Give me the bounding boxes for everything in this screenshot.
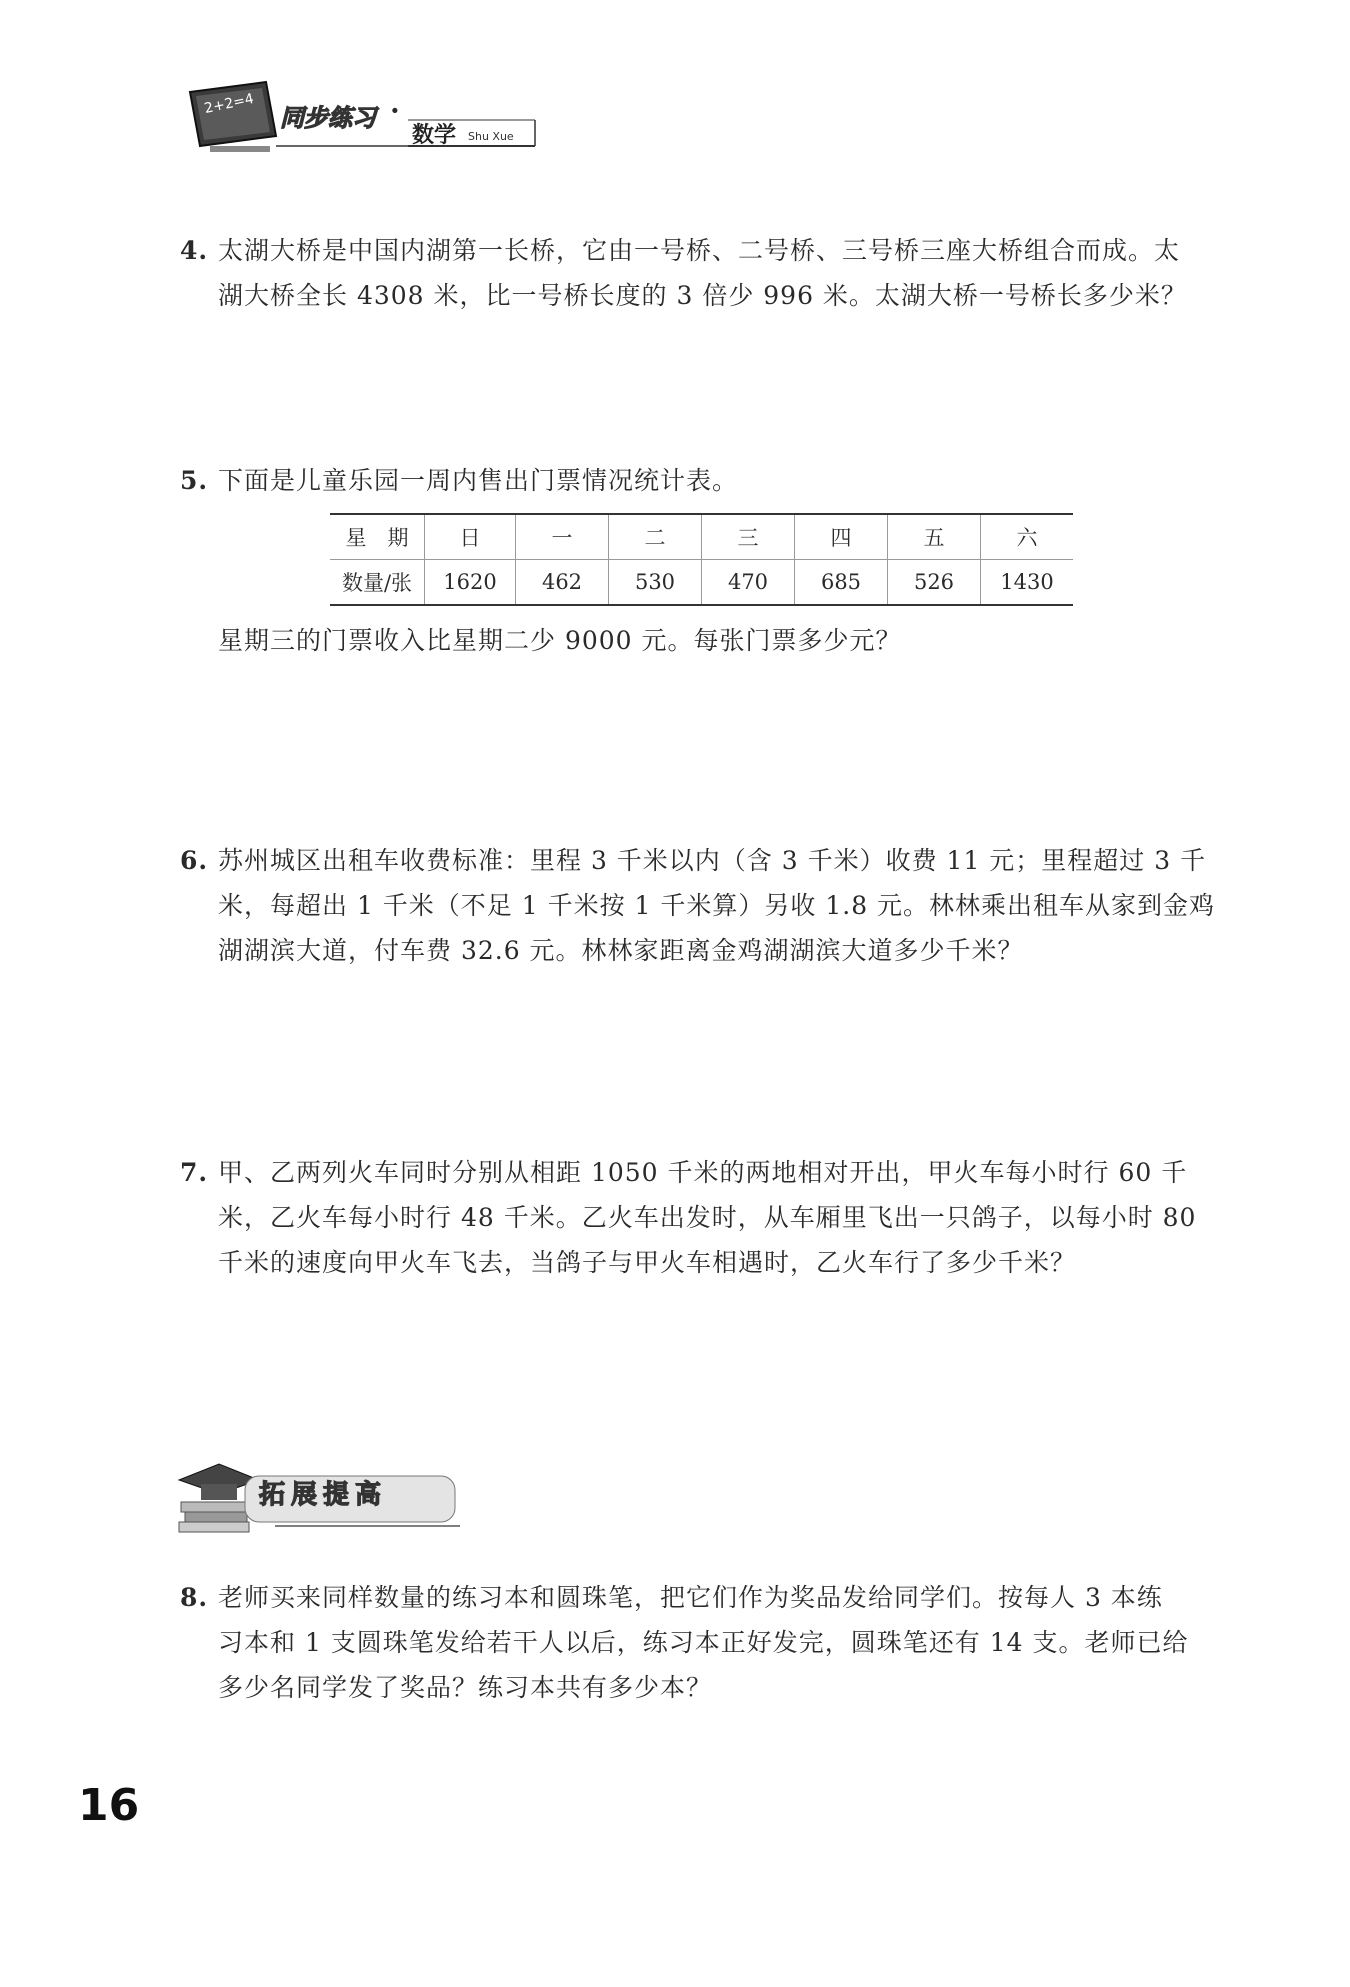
- ticket-sales-table: [330, 513, 1073, 606]
- question-8: [180, 1575, 1210, 1715]
- question-5: [180, 458, 1210, 508]
- table-cell: 530: [609, 560, 702, 606]
- question-text-line: 多少名同学发了奖品？练习本共有多少本？: [218, 1673, 713, 1702]
- question-text-line: 米，乙火车每小时行 48 千米。乙火车出发时，从车厢里飞出一只鸽子，以每小时 80: [218, 1203, 1197, 1232]
- section-banner: [175, 1450, 465, 1540]
- table-cell: 685: [795, 560, 888, 606]
- series-title: 同步练习: [280, 104, 376, 132]
- question-number: 5.: [180, 466, 209, 495]
- question-number: 8.: [180, 1583, 209, 1612]
- subject-pinyin: Shu Xue: [468, 130, 514, 143]
- page-header: [180, 80, 540, 172]
- question-text-line: 湖大桥全长 4308 米，比一号桥长度的 3 倍少 996 米。太湖大桥一号桥长多少米？: [218, 281, 1187, 310]
- question-number: 7.: [180, 1158, 209, 1187]
- page-number: 16: [78, 1780, 140, 1831]
- title-separator-dot: ·: [390, 94, 400, 127]
- question-text-line: 老师买来同样数量的练习本和圆珠笔，把它们作为奖品发给同学们。按每人 3 本练: [218, 1583, 1163, 1612]
- question-6: [180, 838, 1216, 978]
- question-text-line: 太湖大桥是中国内湖第一长桥，它由一号桥、二号桥、三号桥三座大桥组合而成。太: [218, 236, 1181, 265]
- table-cell: 一: [516, 514, 609, 560]
- question-text-line: 苏州城区出租车收费标准：里程 3 千米以内（含 3 千米）收费 11 元；里程超过 3 千: [218, 846, 1207, 875]
- question-text-line: 习本和 1 支圆珠笔发给若干人以后，练习本正好发完，圆珠笔还有 14 支。老师已给: [218, 1628, 1189, 1657]
- table-cell: 五: [888, 514, 981, 560]
- question-text-line: 湖湖滨大道，付车费 32.6 元。林林家距离金鸡湖湖滨大道多少千米？: [218, 936, 1024, 965]
- question-text-line: 甲、乙两列火车同时分别从相距 1050 千米的两地相对开出，甲火车每小时行 60 千: [218, 1158, 1188, 1187]
- table-cell: 日: [425, 514, 516, 560]
- table-cell: 1430: [981, 560, 1074, 606]
- question-text-line: 下面是儿童乐园一周内售出门票情况统计表。: [218, 466, 739, 495]
- table-cell: 四: [795, 514, 888, 560]
- question-number: 4.: [180, 236, 209, 265]
- table-cell: 462: [516, 560, 609, 606]
- table-cell: 星 期: [330, 514, 425, 560]
- subject-label: 数学: [412, 123, 457, 148]
- chalkboard-text: 2+2=4: [202, 90, 256, 118]
- table-cell: 470: [702, 560, 795, 606]
- table-data-row: [330, 560, 1073, 606]
- table-cell: 1620: [425, 560, 516, 606]
- section-title: 拓展提高: [259, 1480, 388, 1510]
- table-cell: 数量/张: [330, 560, 425, 606]
- table-cell: 六: [981, 514, 1074, 560]
- table-cell: 三: [702, 514, 795, 560]
- question-4: [180, 228, 1210, 328]
- question-text-line: 米，每超出 1 千米（不足 1 千米按 1 千米算）另收 1.8 元。林林乘出租车从家到金鸡: [218, 891, 1216, 920]
- table-header-row: [330, 514, 1073, 560]
- table-cell: 二: [609, 514, 702, 560]
- question-7: [180, 1150, 1210, 1290]
- question-text-line: 星期三的门票收入比星期二少 9000 元。每张门票多少元？: [218, 626, 902, 655]
- question-5-followup: [180, 618, 1210, 668]
- question-number: 6.: [180, 846, 209, 875]
- table-cell: 526: [888, 560, 981, 606]
- question-text-line: 千米的速度向甲火车飞去，当鸽子与甲火车相遇时，乙火车行了多少千米？: [218, 1248, 1077, 1277]
